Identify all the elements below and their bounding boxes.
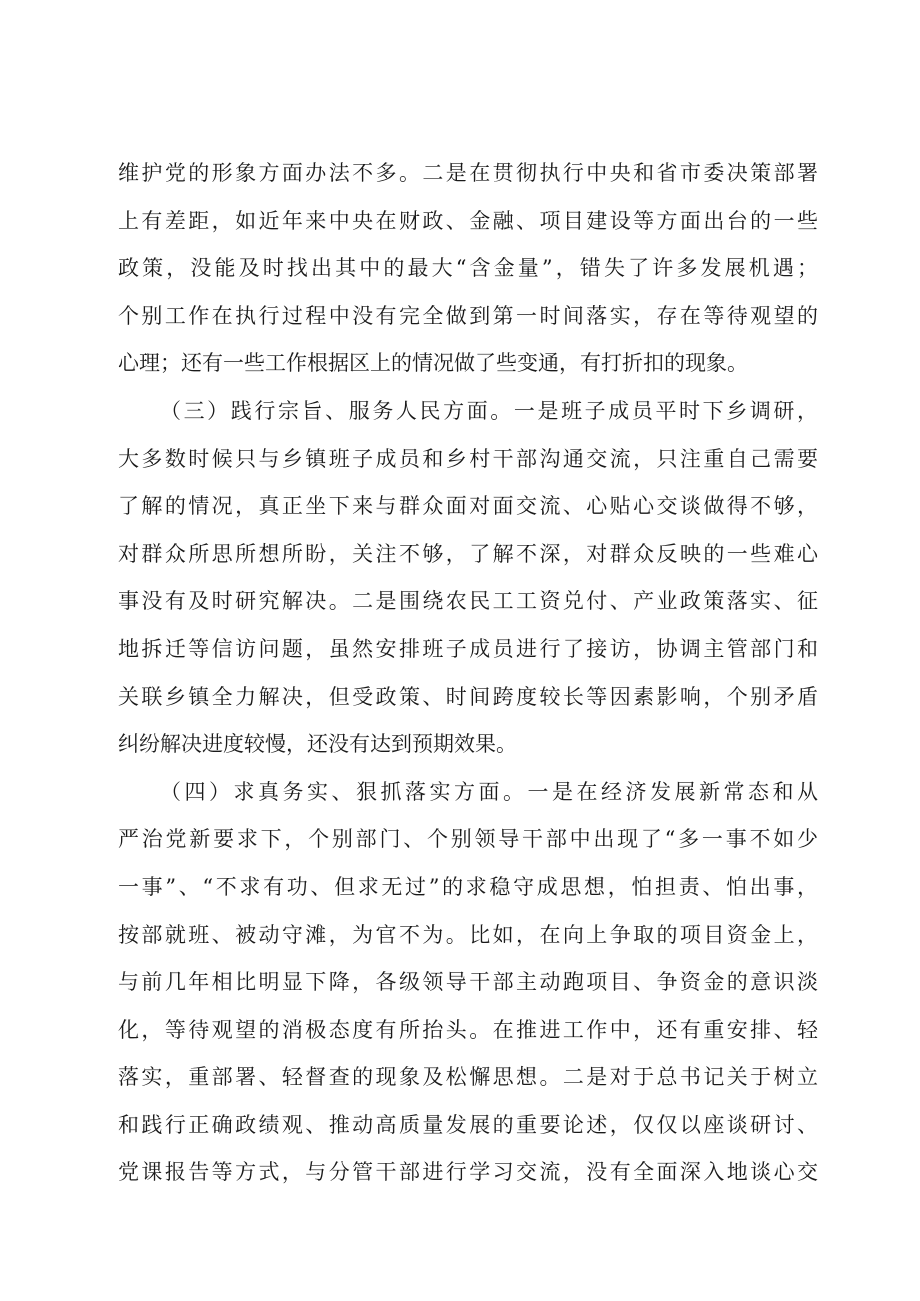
document-body xyxy=(118,150,818,1197)
text-line: 严治党新要求下，个别部门、个别领导干部中出现了“多一事不如少 xyxy=(118,827,818,852)
text-line: 一事”、“不求有功、但求无过”的求稳守成思想，怕担责、怕出事， xyxy=(118,874,818,899)
text-line: 地拆迁等信访问题，虽然安排班子成员进行了接访，协调主管部门和 xyxy=(118,636,818,661)
text-line: 心理；还有一些工作根据区上的情况做了些变通，有打折扣的现象。 xyxy=(118,351,748,376)
text-line: 与前几年相比明显下降，各级领导干部主动跑项目、争资金的意识淡 xyxy=(118,970,818,995)
text-line: 事没有及时研究解决。二是围绕农民工工资兑付、产业政策落实、征 xyxy=(118,589,818,614)
text-line: 了解的情况，真正坐下来与群众面对面交流、心贴心交谈做得不够， xyxy=(118,494,818,519)
text-line: 关联乡镇全力解决，但受政策、时间跨度较长等因素影响，个别矛盾 xyxy=(118,684,818,709)
section-heading-line: （三）践行宗旨、服务人民方面。一是班子成员平时下乡调研， xyxy=(160,398,818,423)
section-heading-line: （四）求真务实、狠抓落实方面。一是在经济发展新常态和从 xyxy=(160,779,818,804)
text-line: 对群众所思所想所盼，关注不够，了解不深，对群众反映的一些难心 xyxy=(118,541,818,566)
text-line: 纠纷解决进度较慢，还没有达到预期效果。 xyxy=(118,732,517,757)
text-line: 化，等待观望的消极态度有所抬头。在推进工作中，还有重安排、轻 xyxy=(118,1017,818,1042)
text-line: 按部就班、被动守滩，为官不为。比如，在向上争取的项目资金上， xyxy=(118,922,818,947)
text-line: 党课报告等方式，与分管干部进行学习交流，没有全面深入地谈心交 xyxy=(118,1160,818,1185)
text-line: 大多数时候只与乡镇班子成员和乡村干部沟通交流，只注重自己需要 xyxy=(118,446,818,471)
text-line: 政策，没能及时找出其中的最大“含金量”，错失了许多发展机遇； xyxy=(118,256,818,281)
text-line: 落实，重部署、轻督查的现象及松懈思想。二是对于总书记关于树立 xyxy=(118,1065,818,1090)
text-line: 上有差距，如近年来中央在财政、金融、项目建设等方面出台的一些 xyxy=(118,208,818,233)
text-line: 维护党的形象方面办法不多。二是在贯彻执行中央和省市委决策部署 xyxy=(118,161,818,185)
text-line: 和践行正确政绩观、推动高质量发展的重要论述，仅仅以座谈研讨、 xyxy=(118,1112,818,1137)
text-line: 个别工作在执行过程中没有完全做到第一时间落实，存在等待观望的 xyxy=(118,303,818,328)
